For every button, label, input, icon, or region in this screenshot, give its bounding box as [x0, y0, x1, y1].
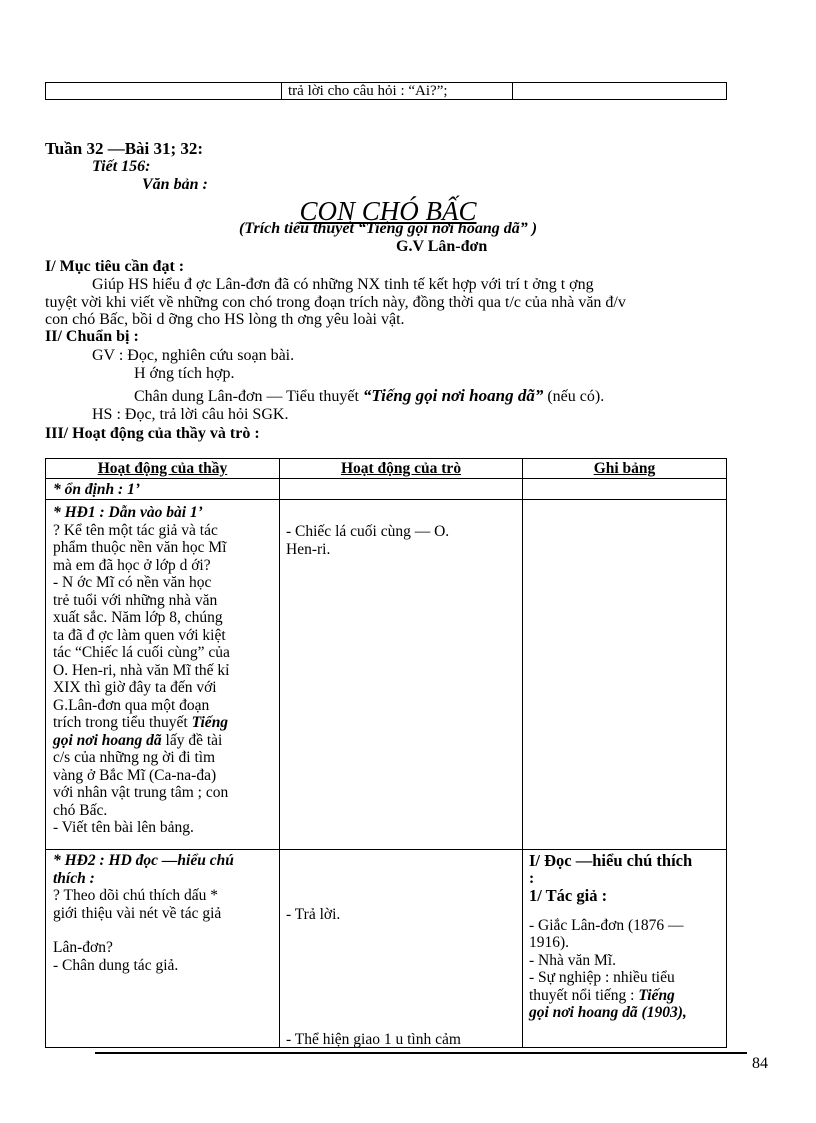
week-line: Tuần 32 —Bài 31; 32:: [45, 139, 204, 158]
cell-line: [529, 987, 724, 1005]
cell-line: ? Kể tên một tác giả và tác: [53, 521, 218, 539]
column-divider: [522, 459, 523, 1047]
table-cell: [529, 852, 724, 1022]
cell-text: trích trong tiểu thuyết: [53, 714, 188, 731]
cell-line: - Viết tên bài lên bảng.: [53, 819, 194, 836]
activity-title: thích :: [53, 869, 95, 887]
activity-table: [45, 458, 727, 1048]
cell-line: ? Theo dõi chú thích dấu *: [53, 887, 219, 904]
cell-line: phẩm thuộc nền văn học Mĩ: [53, 539, 227, 556]
cell-line: chó Bấc.: [53, 801, 108, 819]
cell-text: thuyết nổi tiếng :: [529, 986, 635, 1004]
cell-line: c/s của những ng ời đi tìm: [53, 749, 216, 766]
page-number: 84: [752, 1055, 768, 1072]
cell-line: O. Hen-ri, nhà văn Mĩ thế kỉ: [53, 661, 230, 679]
prep-teacher-line: GV : Đọc, nghiên cứu soạn bài.: [92, 347, 295, 364]
table-header: Hoạt động của trò: [340, 460, 462, 477]
cell-line: trẻ tuổi với những nhà văn: [53, 591, 218, 609]
cell-line: G.Lân-đơn qua một đoạn: [53, 696, 210, 714]
section-1-line: con chó Bấc, bồi d ỡng cho HS lòng th ơng yêu loài vật.: [45, 311, 405, 328]
section-1-line: Giúp HS hiểu đ ợc Lân-đơn đã có những NX tinh tế kết hợp với trí t ởng t ợng: [92, 276, 594, 293]
cell-line: ta đã đ ợc làm quen với kiệt: [53, 626, 226, 644]
period-line: Tiết 156:: [92, 158, 151, 175]
cell-line: vàng ở Bắc Mĩ (Ca-na-đa): [53, 766, 217, 784]
prep-teacher-line: H ớng tích hợp.: [134, 365, 235, 382]
table-cell: [53, 852, 277, 974]
novel-title: gọi nơi hoang dã (1903),: [529, 1004, 687, 1021]
cell-line: mà em đã học ở lớp d ới?: [53, 556, 211, 574]
cell-line: xuất sắc. Năm lớp 8, chúng: [53, 609, 223, 626]
cell-line: với nhân vật trung tâm ; con: [53, 784, 229, 801]
top-row-middle-cell: trả lời cho câu hỏi : “Ai?”;: [288, 83, 448, 99]
cell-line: giới thiệu vài nét về tác giả: [53, 904, 222, 922]
column-divider: [281, 83, 282, 99]
table-cell: - Thể hiện giao 1 u tình cảm: [286, 1031, 461, 1048]
board-heading: 1/ Tác giả :: [529, 886, 608, 905]
title-author: G.V Lân-đơn: [396, 238, 488, 255]
cell-line: - N ớc Mĩ có nền văn học: [53, 574, 212, 591]
novel-title: Tiếng: [191, 714, 229, 731]
text-type-line: Văn bản :: [142, 176, 208, 193]
section-1-line: tuyệt vời khi viết về những con chó trong đoạn trích này, đồng thời qua t/c của nhà văn đ/v: [45, 294, 626, 311]
footer-rule: [95, 1052, 747, 1054]
novel-title: “Tiếng gọi nơi hoang dã”: [362, 386, 544, 405]
cell-line: - Giắc Lân-đơn (1876 —: [529, 916, 684, 934]
cell-line: Hen-ri.: [286, 540, 331, 558]
prep-text: Chân dung Lân-đơn — Tiểu thuyết: [134, 388, 359, 405]
page-title: CON CHÓ BẤC: [299, 196, 477, 226]
top-table-row: [45, 82, 727, 100]
cell-line: [53, 714, 277, 732]
prep-student-line: HS : Đọc, trả lời câu hỏi SGK.: [92, 406, 289, 423]
cell-line: tác “Chiếc lá cuối cùng” của: [53, 644, 230, 661]
section-3-heading: III/ Hoạt động của thầy và trò :: [45, 425, 260, 442]
cell-line: - Nhà văn Mĩ.: [529, 951, 616, 969]
table-header: Hoạt động của thầy: [97, 460, 228, 477]
cell-line: [53, 732, 277, 750]
prep-teacher-line: [134, 387, 604, 406]
cell-text: lấy đề tài: [165, 731, 223, 749]
cell-line: 1916).: [529, 934, 570, 951]
cell-line: XIX thì giờ đây ta đến với: [53, 679, 217, 696]
cell-line: Lân-đơn?: [53, 939, 113, 956]
activity-title: * HĐ2 : HD đọc —hiểu chú: [53, 852, 234, 869]
novel-title: gọi nơi hoang dã: [53, 731, 162, 749]
row-divider: [46, 849, 726, 850]
cell-line: - Chiếc lá cuối cùng — O.: [286, 523, 450, 540]
board-heading: I/ Đọc —hiểu chú thích: [529, 851, 693, 870]
cell-line: - Chân dung tác giả.: [53, 956, 179, 974]
row-divider: [46, 499, 726, 500]
section-2-heading: II/ Chuẩn bị :: [45, 328, 139, 345]
column-divider: [512, 83, 513, 99]
column-divider: [279, 459, 280, 1047]
table-cell: [286, 523, 518, 558]
cell-line: - Sự nghiệp : nhiều tiểu: [529, 969, 675, 986]
novel-title: Tiếng: [638, 986, 675, 1004]
board-heading: :: [529, 869, 535, 887]
row-divider: [46, 478, 726, 479]
table-cell: - Trả lời.: [286, 906, 341, 923]
table-header: Ghi bảng: [593, 460, 656, 477]
section-1-heading: I/ Mục tiêu cần đạt :: [45, 258, 185, 275]
title-subtitle: (Trích tiểu thuyết “Tiếng gọi nơi hoang dã” ): [238, 220, 538, 237]
activity-title: * HĐ1 : Dẫn vào bài 1’: [53, 504, 203, 521]
table-cell: [53, 504, 277, 837]
prep-text: (nếu có).: [547, 388, 605, 405]
table-cell: * ổn định : 1’: [53, 481, 140, 498]
